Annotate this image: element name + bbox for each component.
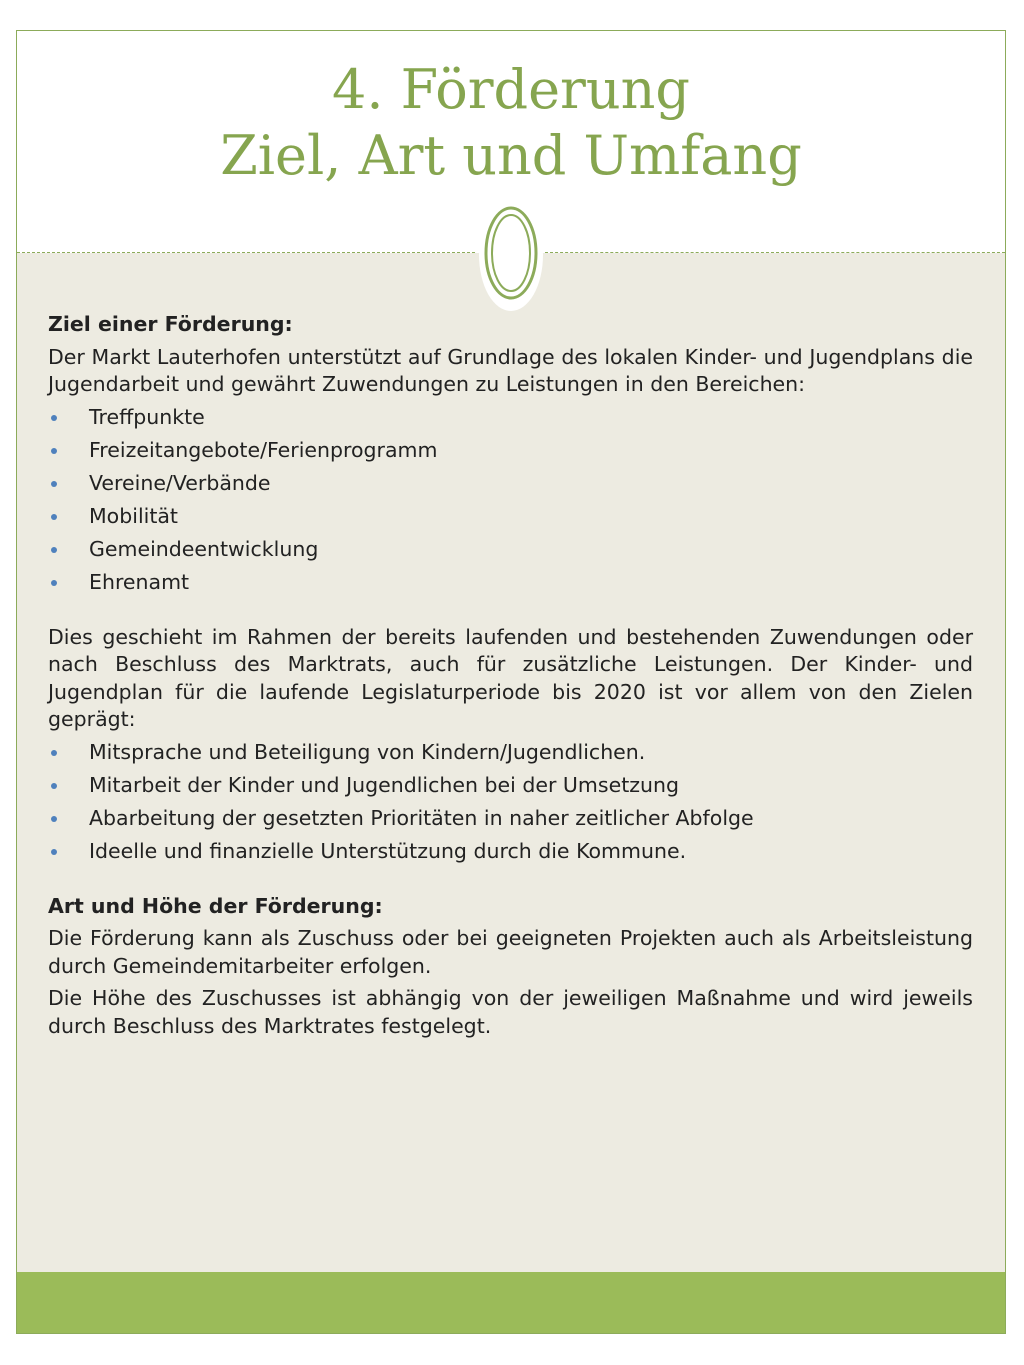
list-item: Abarbeitung der gesetzten Prioritäten in naher zeitlicher Abfolge — [48, 805, 973, 838]
list-item: Gemeindeentwicklung — [48, 536, 973, 569]
section1-paragraph2: Dies geschieht im Rahmen der bereits laufenden und bestehenden Zuwendungen oder nach Beschluss des Marktrats, auch für zusätzliche Leistungen. Der Kinder- und Jugendplan für die laufende Legislaturperiode bis 2020 ist vor allem von den Zielen geprägt: — [48, 624, 973, 731]
areas-list — [48, 404, 973, 602]
oval-ornament-icon — [483, 205, 539, 301]
goals-list — [48, 739, 973, 871]
bullet-icon — [51, 816, 57, 822]
bullet-icon — [51, 547, 57, 553]
slide-frame — [16, 30, 1006, 1334]
bullet-icon — [51, 415, 57, 421]
section1-intro: Der Markt Lauterhofen unterstützt auf Grundlage des lokalen Kinder- und Jugendplans die Jugendarbeit und gewährt Zuwendungen zu Leistungen in den Bereichen: — [48, 344, 973, 396]
bullet-icon — [51, 448, 57, 454]
section1-heading: Ziel einer Förderung: — [48, 312, 293, 336]
bullet-icon — [51, 783, 57, 789]
footer-bar — [17, 1272, 1005, 1334]
section2-paragraph1: Die Förderung kann als Zuschuss oder bei geeigneten Projekten auch als Arbeitsleistung durch Gemeindemitarbeiter erfolgen. — [48, 926, 973, 978]
list-item: Vereine/Verbände — [48, 470, 973, 503]
content-body — [48, 311, 973, 1045]
list-item: Ehrenamt — [48, 569, 973, 602]
list-item: Treffpunkte — [48, 404, 973, 437]
list-item: Mitarbeit der Kinder und Jugendlichen bei der Umsetzung — [48, 772, 973, 805]
page-title — [17, 57, 1005, 189]
list-item: Ideelle und finanzielle Unterstützung durch die Kommune. — [48, 838, 973, 871]
spacer — [48, 602, 973, 624]
bullet-icon — [51, 849, 57, 855]
divider-left — [17, 252, 475, 253]
bullet-icon — [51, 750, 57, 756]
bullet-icon — [51, 580, 57, 586]
bullet-icon — [51, 514, 57, 520]
divider-right — [545, 252, 1005, 253]
spacer — [48, 871, 973, 893]
bullet-icon — [51, 481, 57, 487]
title-line-2: Ziel, Art und Umfang — [220, 124, 802, 187]
list-item: Mobilität — [48, 503, 973, 536]
list-item: Mitsprache und Beteiligung von Kindern/Jugendlichen. — [48, 739, 973, 772]
title-line-1: 4. Förderung — [332, 58, 690, 121]
section2-paragraph2: Die Höhe des Zuschusses ist abhängig von der jeweiligen Maßnahme und wird jeweils durch Beschluss des Marktrates festgelegt. — [48, 986, 973, 1038]
section2-heading: Art und Höhe der Förderung: — [48, 893, 383, 918]
list-item: Freizeitangebote/Ferienprogramm — [48, 437, 973, 470]
